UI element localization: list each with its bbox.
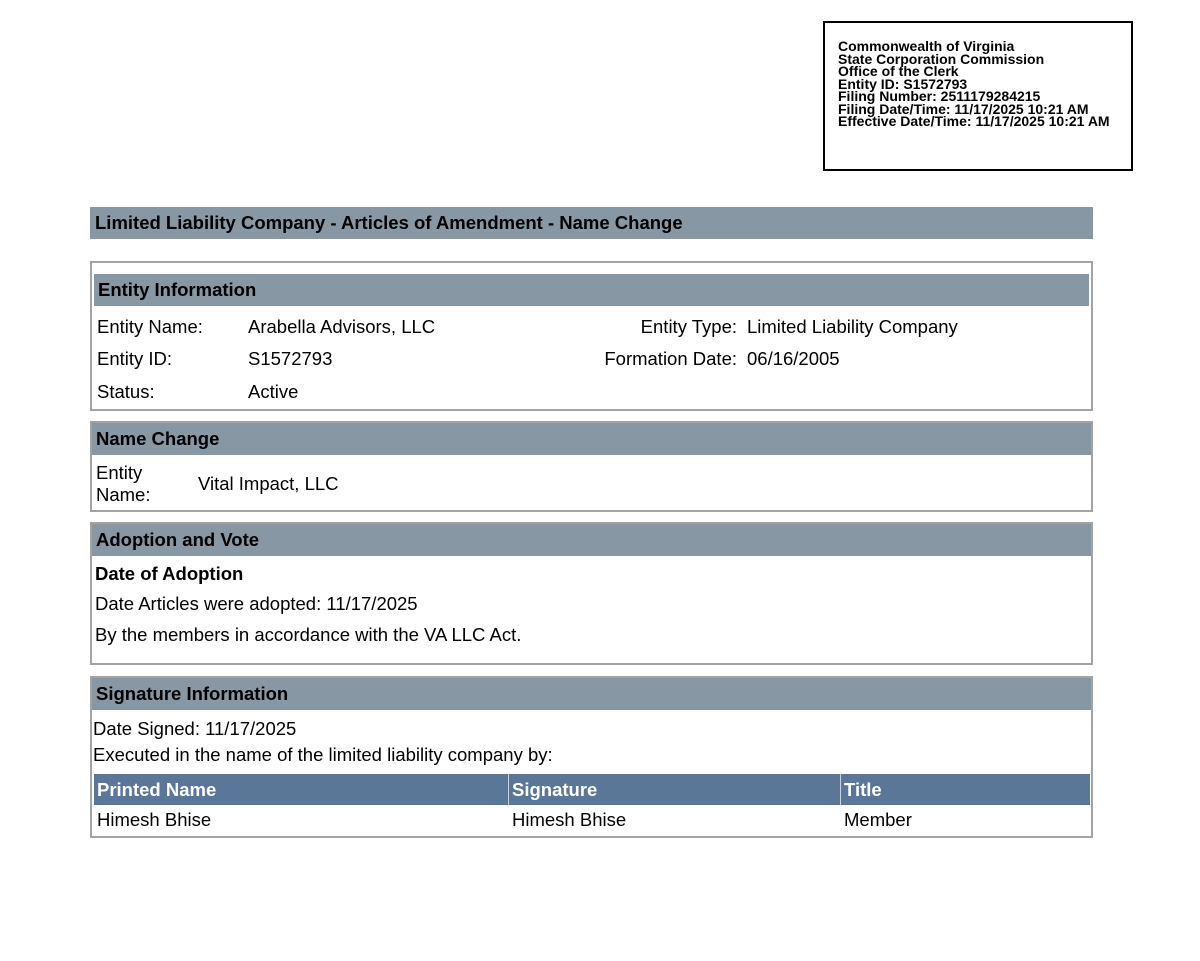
adoption-date-line: Date Articles were adopted: 11/17/2025 — [95, 593, 418, 614]
stamp-line: Filing Date/Time: 11/17/2025 10:21 AM — [838, 100, 1089, 117]
stamp-line: State Corporation Commission — [838, 50, 1045, 67]
stamp-line: Entity ID: S1572793 — [838, 75, 968, 92]
column-printed-name: Printed Name — [97, 779, 217, 800]
new-entity-name-value: Vital Impact, LLC — [198, 473, 339, 494]
signature-table-header — [94, 774, 1090, 805]
label-line: Entity — [96, 462, 143, 483]
entity-type-label: Entity Type: — [640, 316, 737, 337]
signature-section — [90, 676, 1093, 838]
entity-name-value: Arabella Advisors, LLC — [248, 316, 436, 337]
entity-id-value: S1572793 — [248, 348, 333, 369]
filing-stamp — [823, 21, 1133, 171]
title-cell: Member — [844, 809, 912, 830]
printed-name-cell: Himesh Bhise — [97, 809, 212, 830]
formation-date-label: Formation Date: — [604, 348, 737, 369]
label-line: Name: — [96, 484, 151, 505]
date-signed-line: Date Signed: 11/17/2025 — [93, 718, 297, 739]
document-title: Limited Liability Company - Articles of Amendment - Name Change — [90, 207, 1093, 239]
adoption-members-line: By the members in accordance with the VA LLC Act. — [95, 624, 522, 645]
status-value: Active — [248, 381, 299, 402]
new-entity-name-label — [96, 462, 151, 506]
date-of-adoption-heading: Date of Adoption — [95, 563, 244, 584]
signature-heading: Signature Information — [92, 678, 1091, 710]
stamp-line: Effective Date/Time: 11/17/2025 10:21 AM — [838, 113, 1110, 129]
stamp-line: Filing Number: 2511179284215 — [838, 88, 1041, 104]
formation-date-value: 06/16/2005 — [747, 348, 840, 369]
status-label: Status: — [97, 381, 155, 402]
column-title: Title — [844, 779, 882, 800]
name-change-section — [90, 421, 1093, 512]
column-signature: Signature — [512, 779, 598, 800]
entity-id-label: Entity ID: — [97, 348, 173, 369]
stamp-line: Commonwealth of Virginia — [838, 38, 1015, 54]
stamp-lines — [838, 40, 1110, 128]
entity-information-section — [90, 261, 1093, 411]
signature-cell: Himesh Bhise — [512, 809, 627, 830]
stamp-line: Office of the Clerk — [838, 63, 959, 79]
adoption-section — [90, 522, 1093, 665]
entity-name-label: Entity Name: — [97, 316, 203, 337]
name-change-heading: Name Change — [92, 423, 1091, 455]
executed-line: Executed in the name of the limited liability company by: — [93, 744, 553, 765]
entity-information-heading: Entity Information — [94, 274, 1089, 306]
entity-type-value: Limited Liability Company — [747, 316, 958, 337]
adoption-heading: Adoption and Vote — [92, 524, 1091, 556]
